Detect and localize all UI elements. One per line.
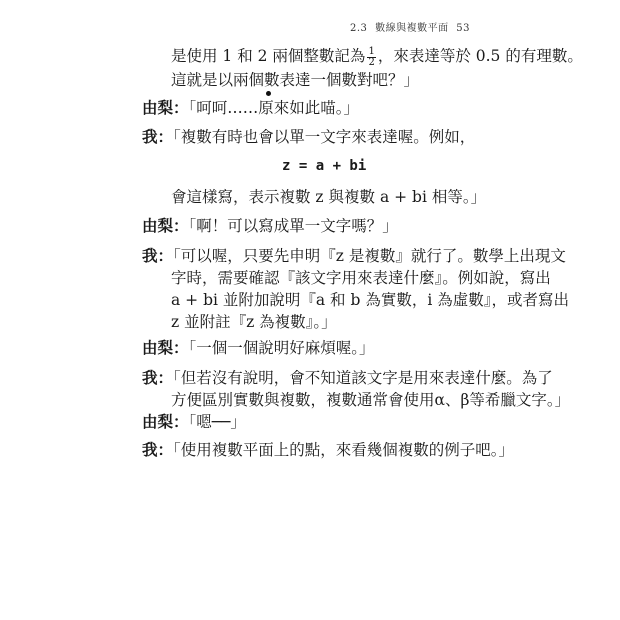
speaker-yuri: 由梨：	[142, 412, 189, 431]
dialogue-text: 「複數有時也會以單一文字來表達喔。例如，	[173, 128, 476, 146]
text-line-1	[171, 46, 583, 68]
running-header	[346, 19, 470, 34]
speaker-yuri: 由梨：	[142, 338, 189, 357]
fraction-denominator: 2	[368, 56, 375, 68]
speaker-me: 我：	[142, 368, 174, 387]
text-line-13: 方便區別實數與複數，複數通常會使用α、β等希臘文字。」	[171, 391, 571, 409]
dialogue-text: 「使用複數平面上的點，來看幾個複數的例子吧。」	[173, 441, 515, 459]
line1-text-b: ，來表達等於 0.5 的有理數。	[377, 47, 583, 65]
page-number: 53	[456, 23, 470, 34]
emphasis-dot	[266, 91, 271, 96]
dialogue-line-4	[142, 127, 475, 147]
section-number: 2.3	[349, 23, 368, 34]
dialogue-line-6	[142, 216, 398, 236]
fraction-one-half	[367, 47, 375, 68]
text-line-2: 這就是以兩個數表達一個數對吧？」	[171, 71, 420, 89]
line1-text-a: 是使用 1 和 2 兩個整數記為	[171, 47, 366, 65]
speaker-me: 我：	[142, 440, 174, 459]
fraction-numerator: 1	[368, 45, 375, 57]
dialogue-text: 「可以喔，只要先申明『z 是複數』就行了。數學上出現文	[173, 247, 566, 265]
dialogue-line-7	[142, 246, 566, 266]
dialogue-line-3	[142, 98, 359, 118]
dialogue-text: 「一個一個說明好麻煩喔。」	[188, 339, 375, 357]
dialogue-text: 「但若沒有說明，會不知道該文字是用來表達什麼。為了	[173, 369, 553, 387]
text-line-5: 會這樣寫，表示複數 z 與複數 a + bi 相等。」	[171, 188, 487, 206]
dialogue-text: 「啊！可以寫成單一文字嗎？」	[188, 217, 398, 235]
speaker-me: 我：	[142, 246, 174, 265]
dialogue-line-14	[142, 412, 246, 432]
text-line-10: z 並附註『z 為複數』。」	[171, 313, 337, 331]
dialogue-text: 「嗯──」	[188, 413, 246, 431]
speaker-yuri: 由梨：	[142, 98, 189, 117]
dialogue-line-12	[142, 368, 553, 388]
speaker-me: 我：	[142, 127, 174, 146]
speaker-yuri: 由梨：	[142, 216, 189, 235]
text-line-9: a + bi 並附加說明『a 和 b 為實數，i 為虛數』，或者寫出	[171, 291, 569, 309]
formula: z = a + bi	[282, 158, 367, 174]
dialogue-line-11	[142, 338, 375, 358]
dialogue-line-15	[142, 440, 514, 460]
chapter-title: 數線與複數平面	[375, 23, 449, 34]
dialogue-text: 「呵呵……原來如此喵。」	[188, 99, 360, 117]
text-line-8: 字時，需要確認『該文字用來表達什麼』。例如說，寫出	[171, 269, 551, 287]
